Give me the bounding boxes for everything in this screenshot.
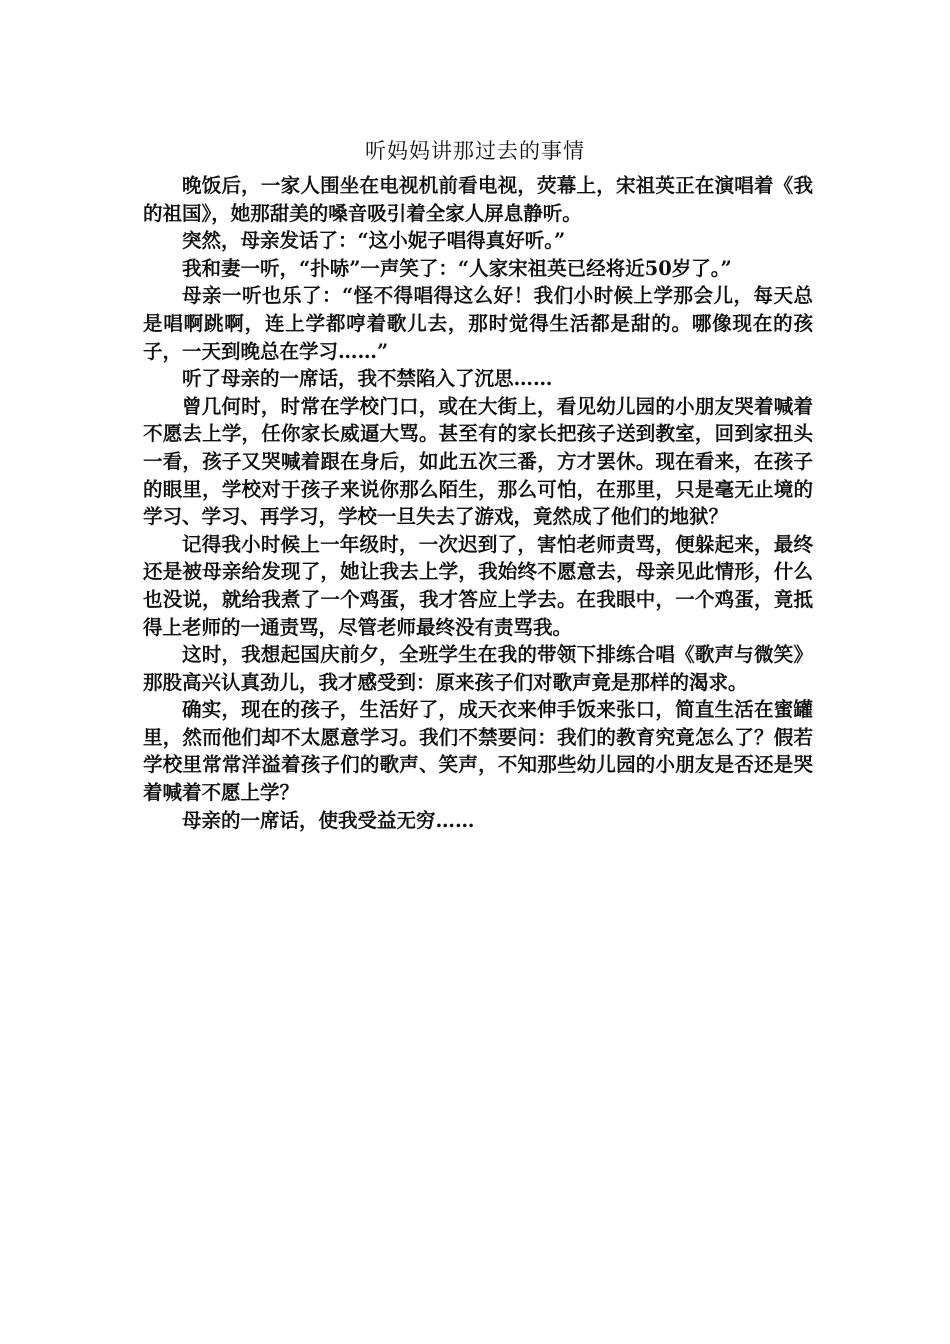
document-body: [143, 172, 813, 834]
paragraph: 记得我小时候上一年级时，一次迟到了，害怕老师责骂，便躲起来，最终还是被母亲给发现了，她让我去上学，我始终不愿意去，母亲见此情形，什么也没说，就给我煮了一个鸡蛋，我才答应上学去。在我眼中，一个鸡蛋，竟抵得上老师的一通责骂，尽管老师最终没有责骂我。: [143, 532, 813, 639]
paragraph: 曾几何时，时常在学校门口，或在大街上，看见幼儿园的小朋友哭着喊着不愿去上学，任你家长威逼大骂。甚至有的家长把孩子送到教室，回到家扭头一看，孩子又哭喊着跟在身后，如此五次三番，方才罢休。现在看来，在孩子的眼里，学校对于孩子来说你那么陌生，那么可怕，在那里，只是毫无止境的学习、学习、再学习，学校一旦失去了游戏，竟然成了他们的地狱？: [143, 394, 813, 529]
paragraph: 突然，母亲发话了：“这小妮子唱得真好听。”: [182, 229, 566, 253]
paragraph: 我和妻一听，“扑哧”一声笑了：“人家宋祖英已经将近50岁了。”: [182, 256, 732, 280]
paragraph: 确实，现在的孩子，生活好了，成天衣来伸手饭来张口，简直生活在蜜罐里，然而他们却不太愿意学习。我们不禁要问：我们的教育究竟怎么了？假若学校里常常洋溢着孩子们的歌声、笑声，不知那些幼儿园的小朋友是否还是哭着喊着不愿上学？: [143, 698, 813, 805]
paragraph: 听了母亲的一席话，我不禁陷入了沉思……: [182, 367, 553, 391]
paragraph: 这时，我想起国庆前夕，全班学生在我的带领下排练合唱《歌声与微笑》那股高兴认真劲儿，我才感受到：原来孩子们对歌声竟是那样的渴求。: [143, 643, 813, 694]
document-title: 听妈妈讲那过去的事情: [365, 139, 585, 163]
paragraph: 晚饭后，一家人围坐在电视机前看电视，荧幕上，宋祖英正在演唱着《我的祖国》，她那甜美的嗓音吸引着全家人屏息静听。: [143, 174, 813, 225]
paragraph: 母亲一听也乐了：“怪不得唱得这么好！我们小时候上学那会儿，每天总是唱啊跳啊，连上学都哼着歌儿去，那时觉得生活都是甜的。哪像现在的孩子，一天到晚总在学习……”: [143, 284, 813, 363]
paragraph: 母亲的一席话，使我受益无穷……: [182, 808, 475, 832]
